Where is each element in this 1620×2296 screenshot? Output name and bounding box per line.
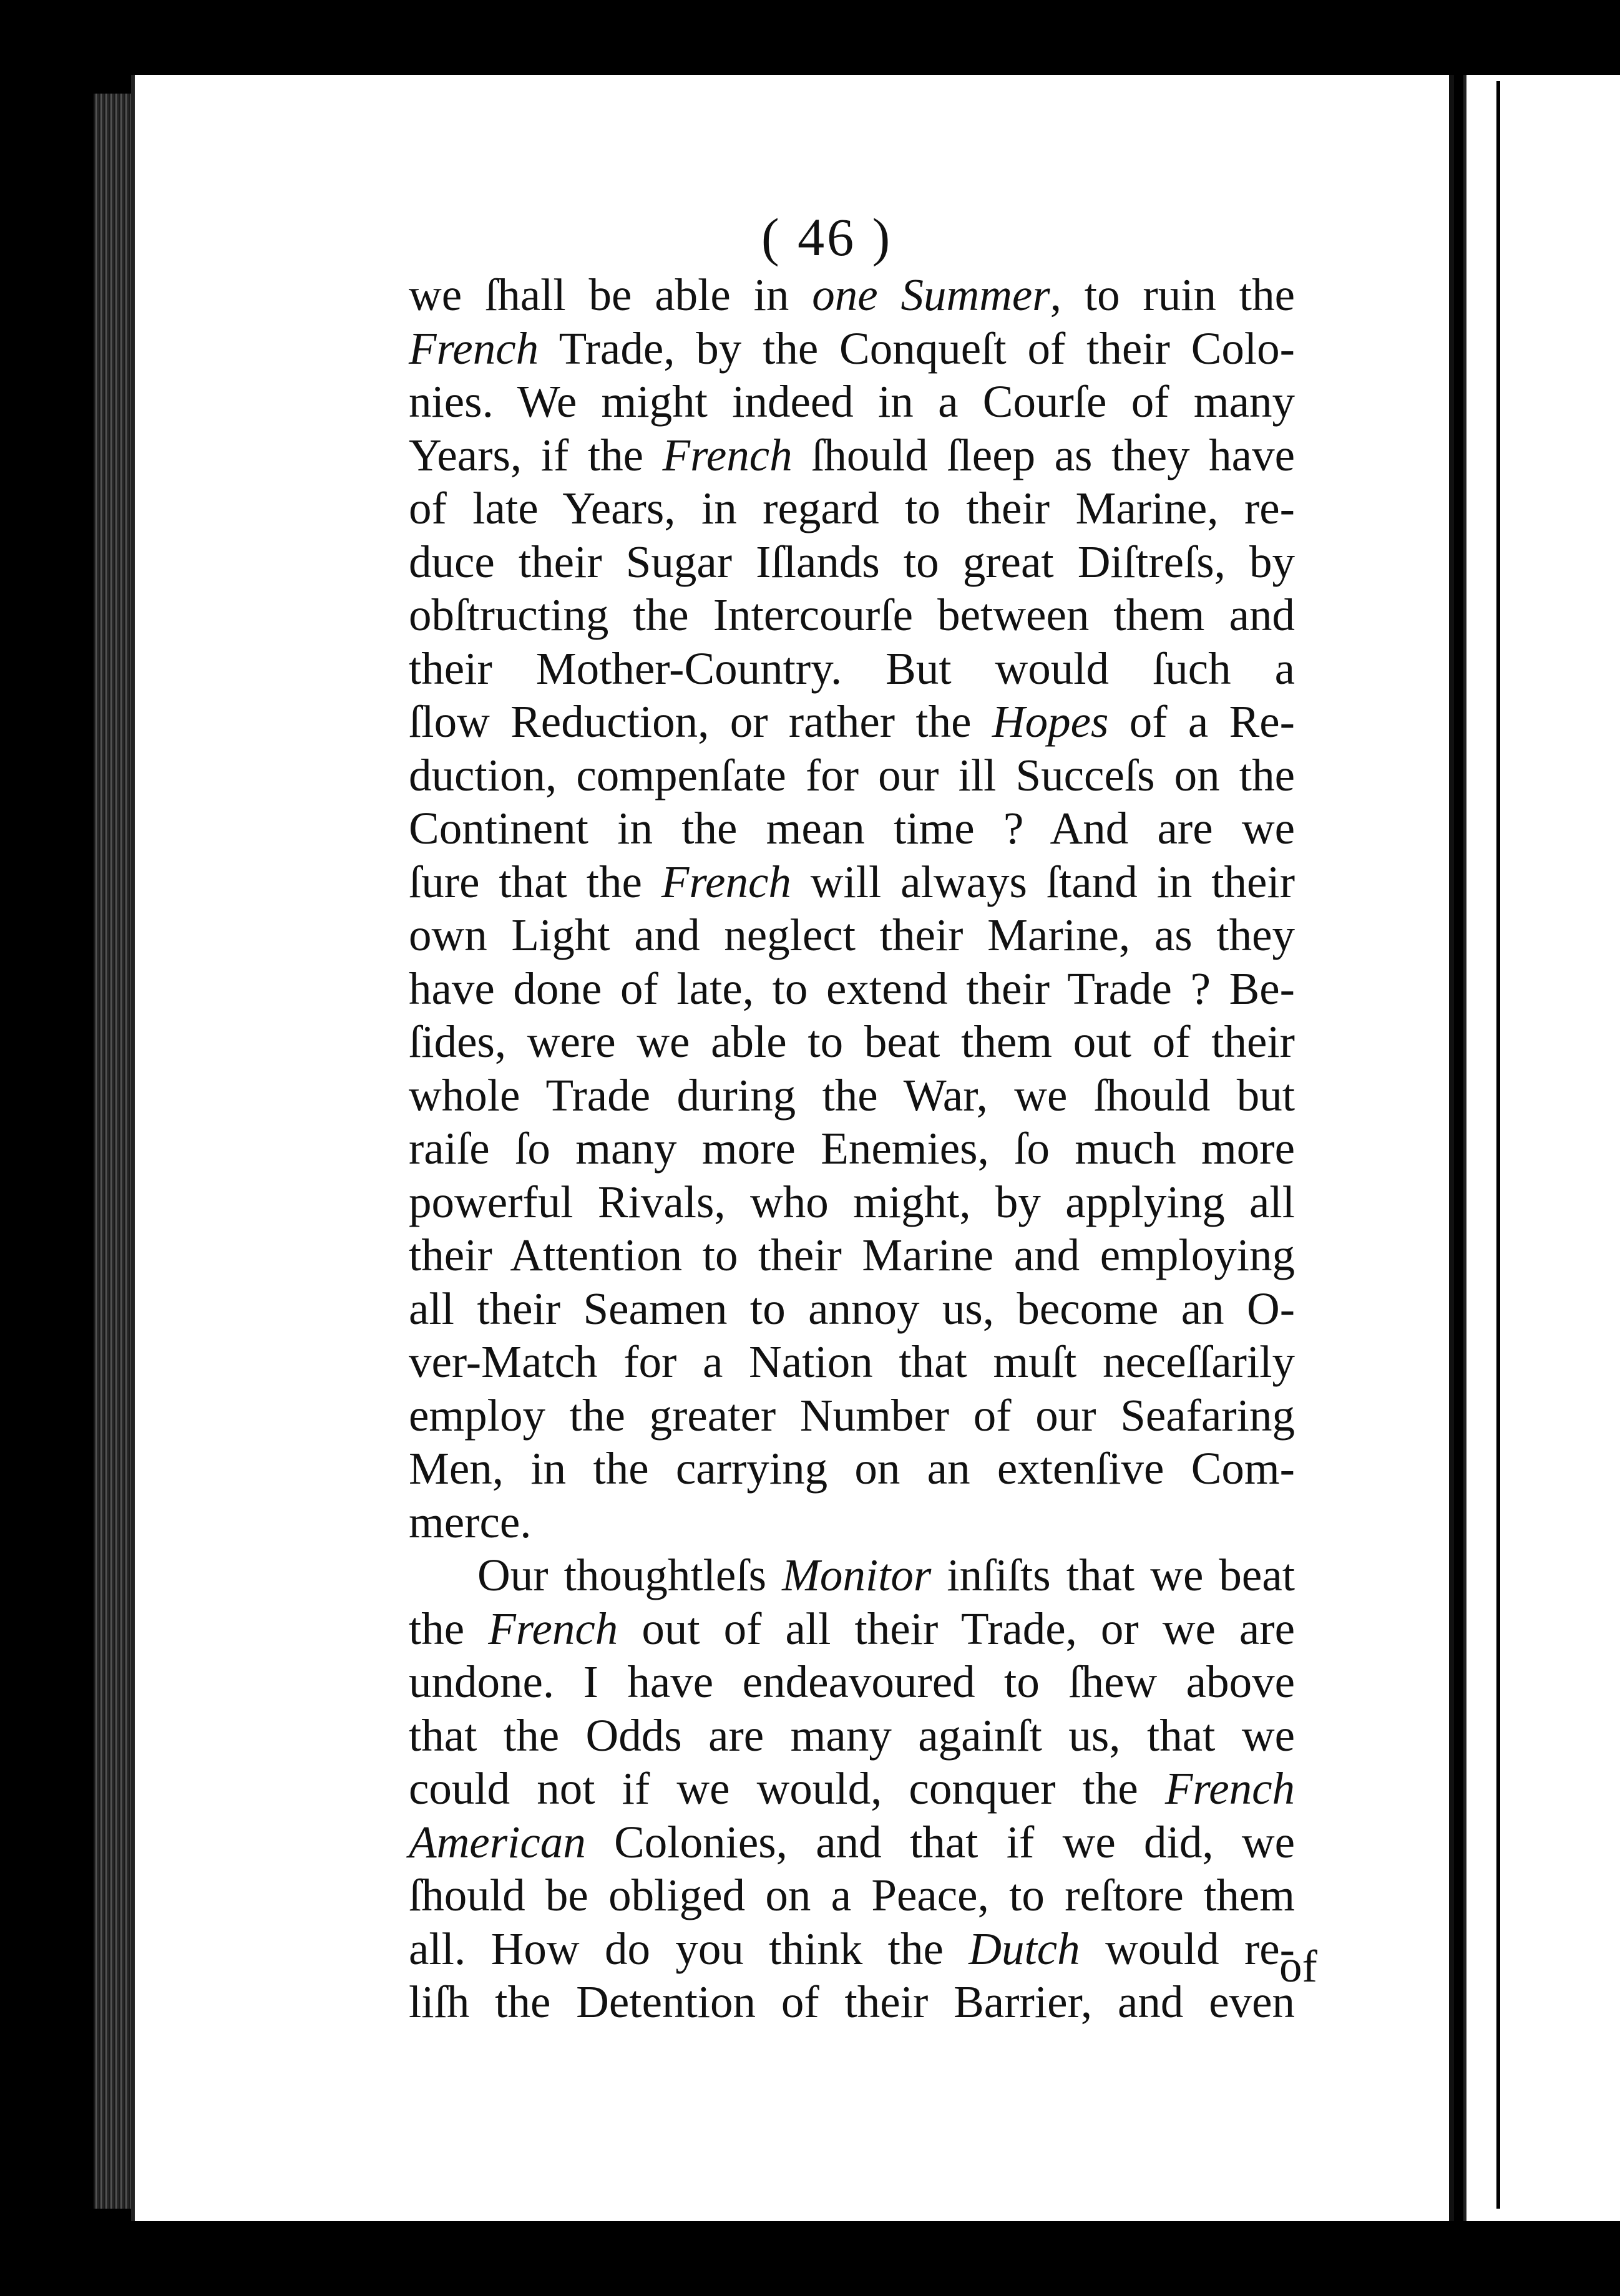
text-line [409,1975,1295,2029]
text-run: out of all their Trade, or we are [618,1603,1295,1654]
text-line [409,908,1295,962]
text-run: duce their Sugar Iſlands to great Diſtreſs, by [409,536,1295,587]
text-run: would re- [1080,1923,1295,1974]
text-run: nies. We might indeed in a Courſe of many [409,376,1295,427]
text-run: raiſe ſo many more Enemies, ſo much more [409,1123,1295,1174]
text-line [409,962,1295,1016]
text-run: undone. I have endeavoured to ſhew above [409,1656,1295,1707]
text-run: Our thoughtleſs [477,1550,783,1600]
text-run: duction, compenſate for our ill Succeſs on the [409,749,1295,800]
text-run: will always ſtand in their [791,856,1296,907]
text-run: all their Seamen to annoy us, become an O- [409,1283,1295,1334]
text-line [409,1496,1295,1549]
text-line [409,1549,1295,1602]
text-line [409,268,1295,322]
text-line [409,1069,1295,1122]
text-run: ſhould ſleep as they have [792,429,1295,480]
text-line [409,1228,1295,1282]
text-run: merce. [409,1496,532,1547]
italic-run: Hopes [992,696,1109,747]
text-run: ſhould be obliged on a Peace, to reſtore them [409,1870,1295,1920]
italic-run: Monitor [782,1550,932,1600]
text-run: ſides, were we able to beat them out of their [409,1016,1295,1067]
text-run: own Light and neglect their Marine, as they [409,910,1295,960]
text-line [409,588,1295,642]
text-line [409,1602,1295,1656]
text-run: ſure that the [409,856,661,907]
page-number: ( 46 ) [761,207,893,267]
text-run: have done of late, to extend their Trade ? Be- [409,963,1295,1014]
text-line [409,535,1295,589]
text-run: inſiſts that we beat [931,1550,1296,1600]
text-line [409,695,1295,749]
text-line [409,1442,1295,1496]
text-run: whole Trade during the War, we ſhould but [409,1069,1295,1121]
text-line [409,1922,1295,1976]
facing-page-border [1496,81,1500,2209]
italic-run: French [662,429,793,480]
text-run: Colonies, and that if we did, we [585,1816,1295,1867]
italic-run: French [1164,1763,1295,1814]
text-line [409,1869,1295,1922]
text-line [409,482,1295,535]
text-run: employ the greater Number of our Seafaring [409,1389,1295,1441]
italic-run: Dutch [969,1923,1080,1974]
catchword: of [1279,1941,1317,1992]
italic-run: French [409,323,539,374]
page-edge [1449,75,1454,2221]
italic-run: American [409,1816,586,1867]
text-run: we ſhall be able in [409,270,812,320]
text-run: of a Re- [1108,696,1295,747]
text-line [409,1015,1295,1069]
text-run: all. How do you think the [409,1923,969,1974]
text-run: could not if we would, conquer the [409,1763,1165,1814]
text-line [409,429,1295,482]
text-line [409,1655,1295,1709]
text-run: their Attention to their Marine and employing [409,1230,1295,1280]
text-line [409,749,1295,802]
text-line [409,855,1295,909]
text-run: of late Years, in regard to their Marine, re- [409,483,1295,533]
text-run: the [409,1603,489,1654]
body-text [409,268,1295,2029]
text-run: their Mother-Country. But would ſuch a [409,643,1295,694]
text-line [409,1282,1295,1336]
text-line [409,375,1295,429]
text-run: that the Odds are many againſt us, that we [409,1710,1295,1761]
text-run: Trade, by the Conqueſt of their Colo- [539,323,1295,374]
text-run: obſtructing the Intercourſe between them and [409,590,1295,640]
text-line [409,1122,1295,1175]
text-line [409,322,1295,376]
text-run: powerful Rivals, who might, by applying all [409,1176,1295,1227]
text-run: ver-Match for a Nation that muſt neceſſarily [409,1336,1295,1387]
italic-run: French [488,1603,618,1654]
text-line [409,642,1295,696]
text-run: Continent in the mean time ? And are we [409,803,1295,854]
text-run: liſh the Detention of their Barrier, and even [409,1977,1295,2027]
text-line [409,1816,1295,1869]
text-line [409,802,1295,855]
text-run: ſlow Reduction, or rather the [409,696,992,747]
text-line [409,1389,1295,1442]
italic-run: one Summer [812,270,1050,320]
text-line [409,1335,1295,1389]
facing-page-edge [1463,75,1620,2221]
italic-run: French [661,856,791,907]
text-line [409,1175,1295,1229]
text-line [409,1709,1295,1763]
text-run: Years, if the [409,429,663,480]
text-run: Men, in the carrying on an extenſive Com- [409,1443,1295,1494]
text-line [409,1762,1295,1816]
text-run: , to ruin the [1050,270,1295,320]
